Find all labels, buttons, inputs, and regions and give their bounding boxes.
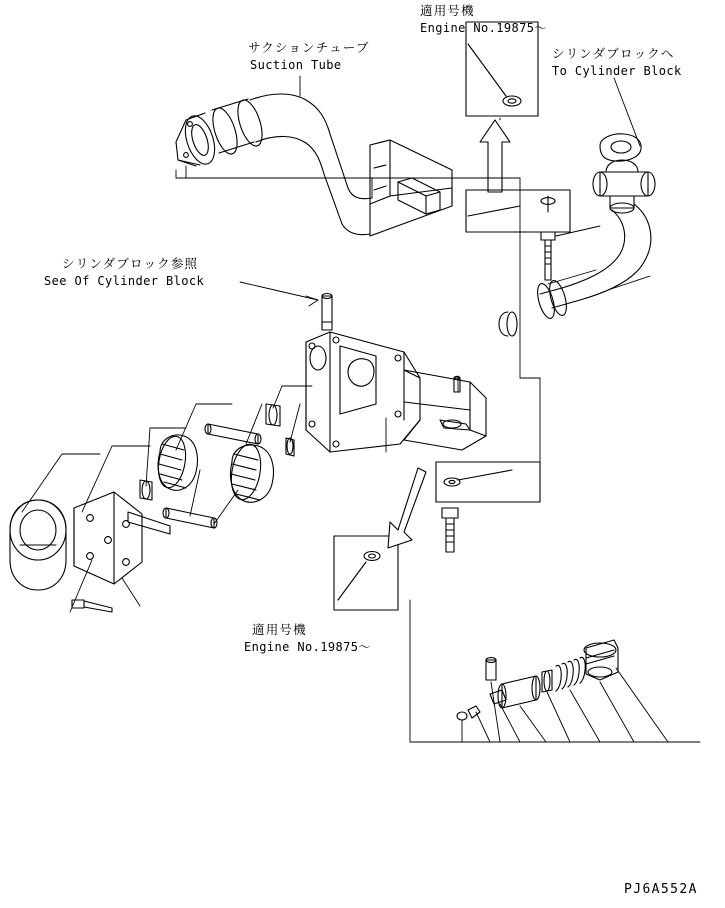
drawing-number: PJ6A552A [624,882,698,897]
valve-spring [556,657,585,691]
suction-tube-bracket [370,140,452,236]
flange-bolt-upper [541,232,555,280]
cover-bolt [72,600,112,612]
rotor-gear-1 [155,434,198,490]
pipe-plug [499,312,517,336]
mounting-bolt-lower [442,508,458,552]
label-see-of-cylinder-block-en: See Of Cylinder Block [44,274,205,288]
callout-diagonal-arrow [388,468,426,548]
label-to-cylinder-block-jp: シリンダブロックへ [552,46,675,61]
label-see-of-cylinder-block-jp: シリンダブロック参照 [62,256,199,271]
rotor-gear-2 [227,442,273,502]
label-suction-tube-en: Suction Tube [250,58,342,72]
pump-cover-plate [74,492,170,584]
label-engine-no-bottom-jp: 適用号機 [252,622,307,637]
gasket-callout-box [466,190,570,232]
pump-shaft-lower [163,508,217,528]
drive-gear [10,500,66,590]
cylinder-block-gasket [600,134,641,161]
label-engine-no-bottom-en: Engine No.19875〜 [244,640,371,654]
washer-callout-box [436,462,540,502]
label-engine-no-top-jp: 適用号機 [420,3,475,18]
label-engine-no-top-en: Engine No.19875〜 [420,21,547,35]
callout-up-arrow [480,120,510,192]
outlet-elbow-flange [593,160,655,213]
label-suction-tube-jp: サクションチューブ [248,40,370,55]
engine-no-top-callout-box [466,22,538,116]
relief-valve-assembly [457,640,618,720]
outlet-pipe [534,204,651,320]
label-to-cylinder-block-en: To Cylinder Block [552,64,682,78]
pump-dowel-pin [322,294,332,331]
pump-small-bolt [454,376,460,392]
suction-tube-collar [208,97,267,157]
suction-tube-body [250,94,372,235]
